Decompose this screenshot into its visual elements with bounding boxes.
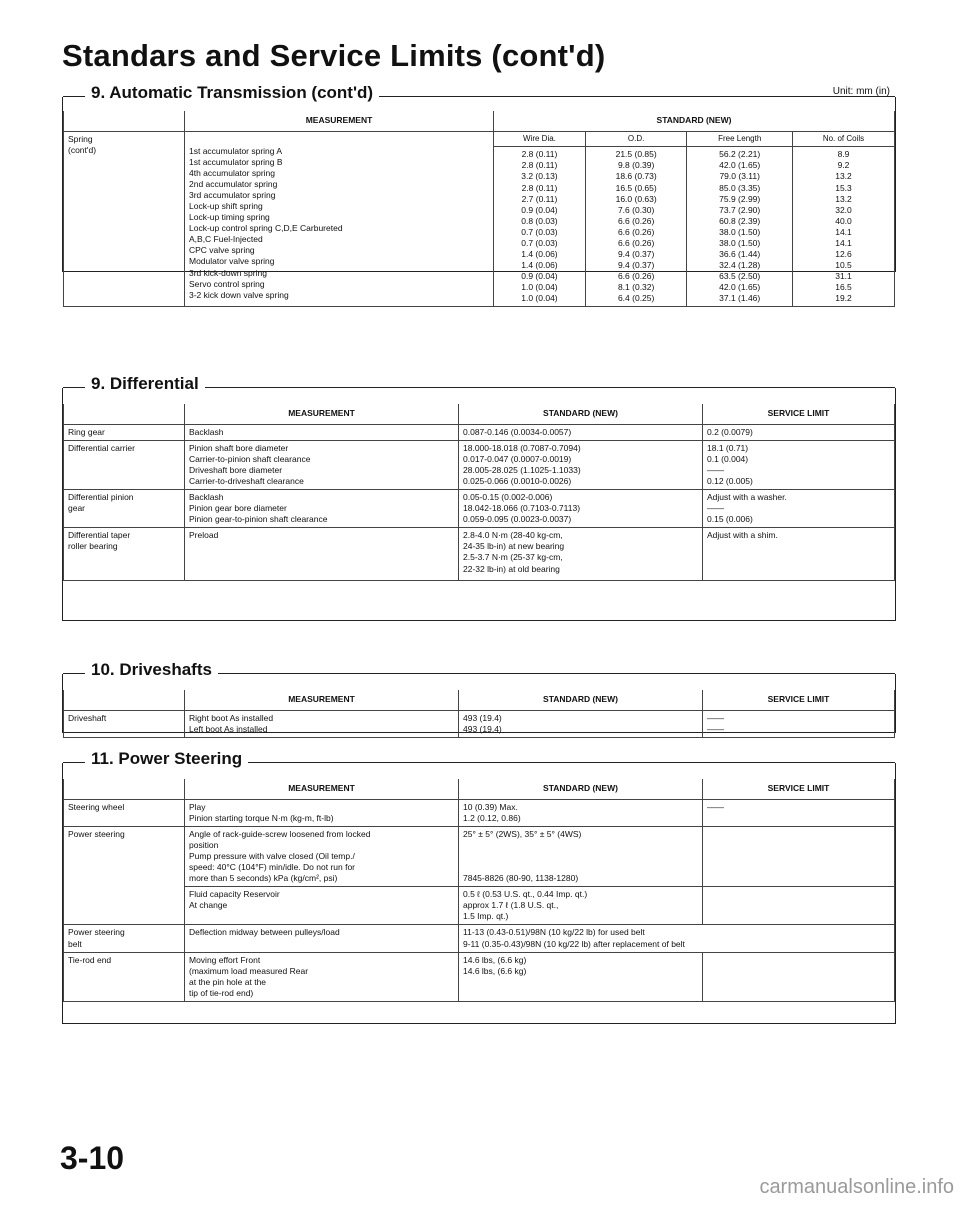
ps-row-measurement: Play Pinion starting torque N·m (kg-m, ft-lb) [185, 800, 459, 827]
drive-standard-header: STANDARD (NEW) [459, 690, 703, 711]
at-item-header [64, 111, 185, 132]
table-row [64, 800, 895, 827]
ps-row-item: Power steering belt [64, 925, 185, 952]
table-row [64, 887, 895, 925]
diff-row-service: 18.1 (0.71) 0.1 (0.004) —— 0.12 (0.005) [703, 441, 895, 490]
ps-row-measurement: Moving effort Front (maximum load measured Rear at the pin hole at the tip of tie-rod end) [185, 952, 459, 1001]
ps-standard-header: STANDARD (NEW) [459, 779, 703, 800]
at-subheader-od: O.D. [585, 132, 687, 147]
ps-row-standard: 11-13 (0.43-0.51)/98N (10 kg/22 lb) for used belt 9-11 (0.35-0.43)/98N (10 kg/22 lb) after replacement of belt [459, 925, 895, 952]
ps-row-measurement: Fluid capacity Reservoir At change [185, 887, 459, 925]
drive-row-item: Driveshaft [64, 711, 185, 738]
at-coil-values: 8.9 9.2 13.2 15.3 13.2 32.0 40.0 14.1 14.1 12.6 10.5 31.1 16.5 19.2 [792, 147, 894, 307]
driveshaft-section [62, 660, 896, 735]
diff-item-header [64, 404, 185, 425]
table-row [64, 490, 895, 528]
ps-row-measurement: Angle of rack-guide-screw loosened from locked position Pump pressure with valve closed (Oil temp./ speed: 40°C (104°F) min/idle. Do not run for more than 5 seconds) kPa (kg/cm², psi) [185, 827, 459, 887]
ps-row-service [703, 887, 895, 925]
ps-row-standard: 10 (0.39) Max. 1.2 (0.12, 0.86) [459, 800, 703, 827]
ps-row-service [703, 827, 895, 887]
diff-row-standard: 0.05-0.15 (0.002-0.006) 18.042-18.066 (0.7103-0.7113) 0.059-0.095 (0.0023-0.0037) [459, 490, 703, 528]
power-steering-section [62, 749, 896, 1024]
ps-measurement-header: MEASUREMENT [185, 779, 459, 800]
diff-row-item: Differential carrier [64, 441, 185, 490]
diff-row-standard: 0.087-0.146 (0.0034-0.0057) [459, 425, 703, 441]
diff-row-standard: 2.8-4.0 N·m (28-40 kg-cm, 24-35 lb-in) at new bearing 2.5-3.7 N·m (25-37 kg-cm, 22-32 lb-in) at old bearing [459, 528, 703, 581]
diff-row-service: Adjust with a washer. —— 0.15 (0.006) [703, 490, 895, 528]
at-standard-header: STANDARD (NEW) [494, 111, 895, 132]
diff-row-service: Adjust with a shim. [703, 528, 895, 581]
diff-section [62, 374, 896, 621]
table-row [64, 827, 895, 887]
diff-row-measurement: Backlash [185, 425, 459, 441]
at-measurement-header: MEASUREMENT [185, 111, 494, 132]
ps-row-measurement: Deflection midway between pulleys/load [185, 925, 459, 952]
drive-measurement-header: MEASUREMENT [185, 690, 459, 711]
table-row [64, 925, 895, 952]
at-od-values: 21.5 (0.85) 9.8 (0.39) 18.6 (0.73) 16.5 (0.65) 16.0 (0.63) 7.6 (0.30) 6.6 (0.26) 6.6 (0.26) 6.6 (0.26) 9.4 (0.37) 9.4 (0.37) 6.6 (0.26) 8.1 (0.32) 6.4 (0.25) [585, 147, 687, 307]
driveshaft-section-title: 10. Driveshafts [85, 660, 218, 680]
ps-row-item: Steering wheel [64, 800, 185, 827]
ps-row-item: Power steering [64, 827, 185, 925]
diff-row-measurement: Pinion shaft bore diameter Carrier-to-pinion shaft clearance Driveshaft bore diameter Carrier-to-driveshaft clearance [185, 441, 459, 490]
ps-row-item: Tie-rod end [64, 952, 185, 1001]
page-number: 3-10 [60, 1140, 125, 1176]
ps-row-standard: 25° ± 5° (2WS), 35° ± 5° (4WS) 7845-8826 (80-90, 1138-1280) [459, 827, 703, 887]
at-section-title: 9. Automatic Transmission (cont'd) [85, 83, 379, 103]
drive-row-service: —— —— [703, 711, 895, 738]
ps-item-header [64, 779, 185, 800]
table-row [64, 441, 895, 490]
power-steering-table [63, 779, 895, 1002]
diff-row-item: Differential pinion gear [64, 490, 185, 528]
watermark: carmanualsonline.info [759, 1176, 954, 1198]
at-free-length-values: 56.2 (2.21) 42.0 (1.65) 79.0 (3.11) 85.0 (3.35) 75.9 (2.99) 73.7 (2.90) 60.8 (2.39) 38.0 (1.50) 38.0 (1.50) 36.6 (1.44) 32.4 (1.28) 63.5 (2.50) 42.0 (1.65) 37.1 (1.46) [687, 147, 793, 307]
ps-row-standard: 0.5 ℓ (0.53 U.S. qt., 0.44 Imp. qt.) approx 1.7 ℓ (1.8 U.S. qt., 1.5 Imp. qt.) [459, 887, 703, 925]
at-subheader-wire: Wire Dia. [494, 132, 586, 147]
at-wire-dia-values: 2.8 (0.11) 2.8 (0.11) 3.2 (0.13) 2.8 (0.11) 2.7 (0.11) 0.9 (0.04) 0.8 (0.03) 0.7 (0.03) 0.7 (0.03) 1.4 (0.06) 1.4 (0.06) 0.9 (0.04) 1.0 (0.04) 1.0 (0.04) [494, 147, 586, 307]
diff-row-measurement: Preload [185, 528, 459, 581]
diff-measurement-header: MEASUREMENT [185, 404, 459, 425]
at-item-label: Spring (cont'd) [64, 132, 185, 307]
power-steering-section-title: 11. Power Steering [85, 749, 248, 769]
drive-service-header: SERVICE LIMIT [703, 690, 895, 711]
ps-row-standard: 14.6 lbs, (6.6 kg) 14.6 lbs, (6.6 kg) [459, 952, 703, 1001]
at-spring-names: 1st accumulator spring A 1st accumulator spring B 4th accumulator spring 2nd accumulator spring 3rd accumulator spring Lock-up shift spring Lock-up timing spring Lock-up control spring C,D,E Carbureted A,B,C Fuel-Injected CPC valve spring Modulator valve spring 3rd kick-down spring Servo control spring 3-2 kick down valve spring [185, 132, 494, 307]
diff-standard-header: STANDARD (NEW) [459, 404, 703, 425]
at-subheader-free-length: Free Length [687, 132, 793, 147]
diff-table [63, 404, 895, 581]
page-title: Standars and Service Limits (cont'd) [62, 38, 606, 73]
table-row [64, 425, 895, 441]
diff-service-header: SERVICE LIMIT [703, 404, 895, 425]
diff-row-item: Ring gear [64, 425, 185, 441]
driveshaft-table [63, 690, 895, 738]
table-row [64, 711, 895, 738]
ps-row-service [703, 952, 895, 1001]
at-subheader-coils: No. of Coils [792, 132, 894, 147]
table-row [64, 952, 895, 1001]
ps-row-service: —— [703, 800, 895, 827]
unit-label: Unit: mm (in) [832, 86, 890, 97]
drive-item-header [64, 690, 185, 711]
table-row [64, 528, 895, 581]
diff-row-service: 0.2 (0.0079) [703, 425, 895, 441]
diff-section-title: 9. Differential [85, 374, 205, 394]
diff-row-item: Differential taper roller bearing [64, 528, 185, 581]
drive-row-standard: 493 (19.4) 493 (19.4) [459, 711, 703, 738]
ps-service-header: SERVICE LIMIT [703, 779, 895, 800]
drive-row-measurement: Right boot As installed Left boot As installed [185, 711, 459, 738]
at-table [63, 111, 895, 307]
diff-row-standard: 18.000-18.018 (0.7087-0.7094) 0.017-0.047 (0.0007-0.0019) 28.005-28.025 (1.1025-1.1033) 0.025-0.066 (0.0010-0.0026) [459, 441, 703, 490]
diff-row-measurement: Backlash Pinion gear bore diameter Pinion gear-to-pinion shaft clearance [185, 490, 459, 528]
